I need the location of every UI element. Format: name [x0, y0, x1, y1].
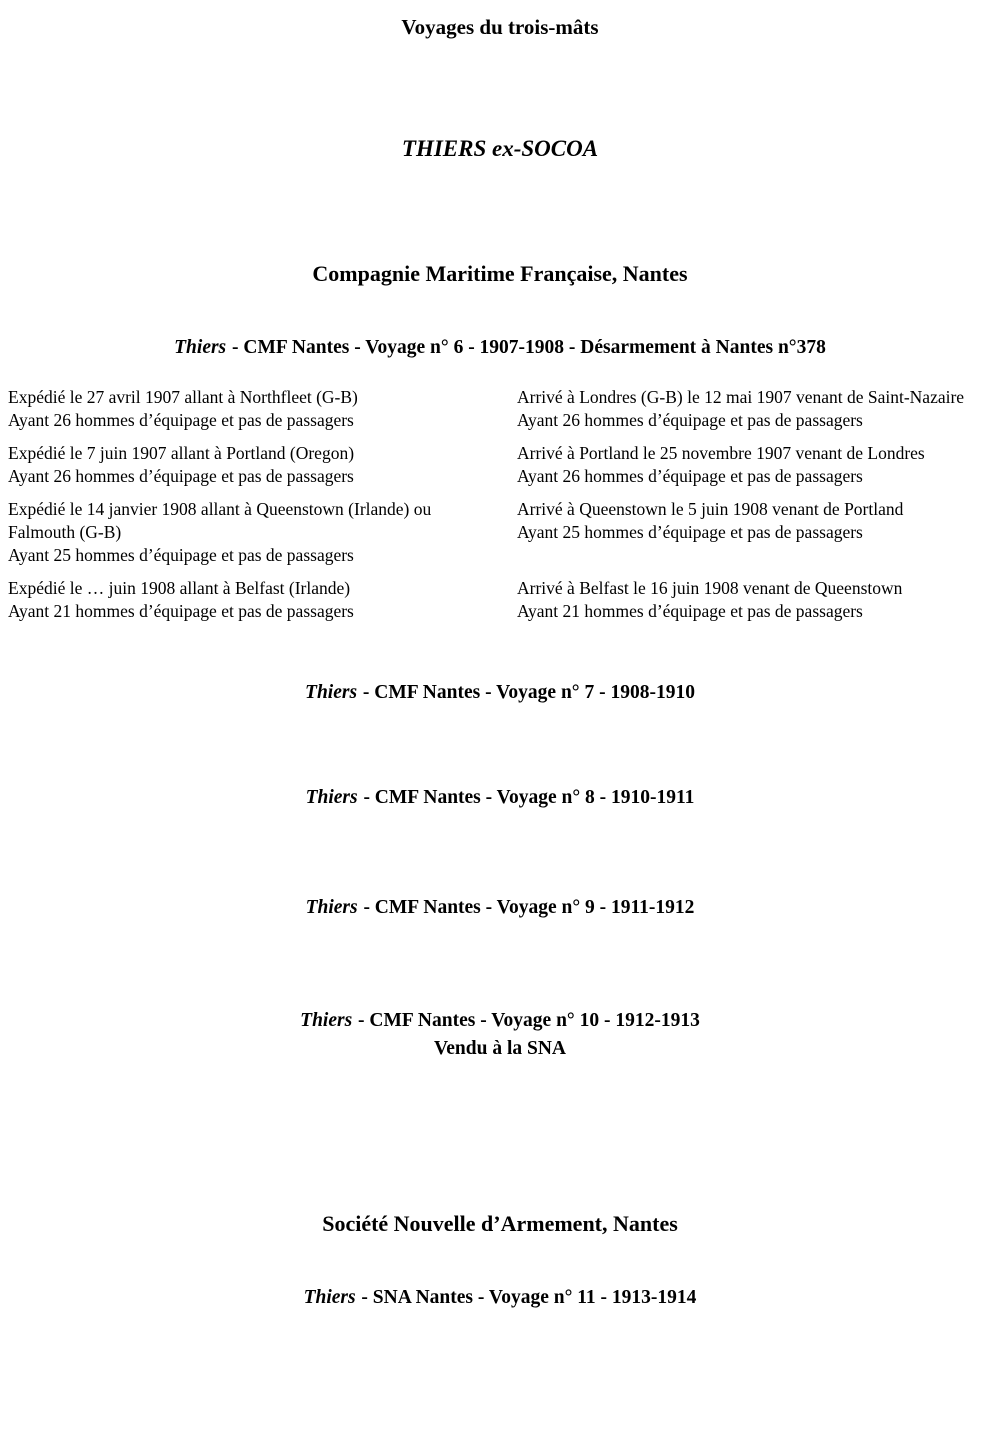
document-title: Voyages du trois-mâts: [401, 15, 599, 39]
leg-4-arrival-line: Arrivé à Belfast le 16 juin 1908 venant de Queenstown: [517, 578, 903, 598]
voyage-8-ship-name: Thiers: [305, 787, 358, 808]
leg-1-departure-line: Expédié le 27 avril 1907 allant à Northfleet (G-B): [8, 387, 358, 407]
leg-4-arrival-crew-line: Ayant 21 hommes d’équipage et pas de passagers: [517, 601, 863, 621]
voyage-6-legs-table: [8, 386, 992, 623]
leg-1-arrival-line: Arrivé à Londres (G-B) le 12 mai 1907 venant de Saint-Nazaire: [517, 387, 965, 407]
voyage-10-heading-text: - CMF Nantes - Voyage n° 10 - 1912-1913: [358, 1010, 700, 1031]
company-heading-cmf: Compagnie Maritime Française, Nantes: [312, 261, 688, 286]
leg-2-arrival-line: Arrivé à Portland le 25 novembre 1907 venant de Londres: [517, 443, 925, 463]
voyage-11-heading-text: - SNA Nantes - Voyage n° 11 - 1913-1914: [361, 1287, 697, 1308]
leg-1-arrival-crew-line: Ayant 26 hommes d’équipage et pas de passagers: [517, 410, 863, 430]
voyage-10-heading: [0, 1010, 1000, 1032]
voyage-11-heading: [0, 1287, 1000, 1309]
voyage-6-heading: [0, 337, 1000, 359]
voyage-9-heading: [0, 897, 1000, 919]
leg-2-arrival-crew-line: Ayant 26 hommes d’équipage et pas de passagers: [517, 466, 863, 486]
leg-3-departure-crew-line: Ayant 25 hommes d’équipage et pas de passagers: [8, 545, 354, 565]
voyage-10-heading-block: [0, 1010, 1000, 1060]
ship-name-heading: THIERS ex-SOCOA: [401, 136, 599, 161]
leg-4-departure-cell: [8, 577, 493, 623]
leg-3-departure-line: Expédié le 14 janvier 1908 allant à Queenstown (Irlande) ou Falmouth (G-B): [8, 499, 432, 542]
voyage-9-ship-name: Thiers: [305, 897, 358, 918]
leg-3-arrival-cell: [517, 498, 992, 567]
leg-4-departure-crew-line: Ayant 21 hommes d’équipage et pas de passagers: [8, 601, 354, 621]
voyage-6-heading-text: - CMF Nantes - Voyage n° 6 - 1907-1908 - Désarmement à Nantes n°378: [232, 337, 826, 358]
voyage-11-ship-name: Thiers: [303, 1287, 356, 1308]
voyage-10-subheading: Vendu à la SNA: [433, 1038, 567, 1059]
voyage-8-heading-text: - CMF Nantes - Voyage n° 8 - 1910-1911: [363, 787, 695, 808]
company-heading-sna: Société Nouvelle d’Armement, Nantes: [322, 1211, 678, 1236]
leg-1-departure-crew-line: Ayant 26 hommes d’équipage et pas de passagers: [8, 410, 354, 430]
leg-1-arrival-cell: [517, 386, 992, 432]
voyage-7-heading: [0, 682, 1000, 704]
leg-1-departure-cell: [8, 386, 493, 432]
leg-2-departure-line: Expédié le 7 juin 1907 allant à Portland (Oregon): [8, 443, 355, 463]
leg-2-departure-cell: [8, 442, 493, 488]
leg-3-departure-cell: [8, 498, 493, 567]
voyage-7-heading-text: - CMF Nantes - Voyage n° 7 - 1908-1910: [362, 682, 695, 703]
leg-3-arrival-crew-line: Ayant 25 hommes d’équipage et pas de passagers: [517, 522, 863, 542]
voyage-8-heading: [0, 787, 1000, 809]
leg-4-arrival-cell: [517, 577, 992, 623]
leg-4-departure-line: Expédié le … juin 1908 allant à Belfast (Irlande): [8, 578, 351, 598]
leg-2-arrival-cell: [517, 442, 992, 488]
leg-3-arrival-line: Arrivé à Queenstown le 5 juin 1908 venant de Portland: [517, 499, 904, 519]
voyage-6-ship-name: Thiers: [174, 337, 227, 358]
voyage-9-heading-text: - CMF Nantes - Voyage n° 9 - 1911-1912: [363, 897, 695, 918]
voyage-10-ship-name: Thiers: [300, 1010, 353, 1031]
leg-2-departure-crew-line: Ayant 26 hommes d’équipage et pas de passagers: [8, 466, 354, 486]
voyage-7-ship-name: Thiers: [305, 682, 358, 703]
